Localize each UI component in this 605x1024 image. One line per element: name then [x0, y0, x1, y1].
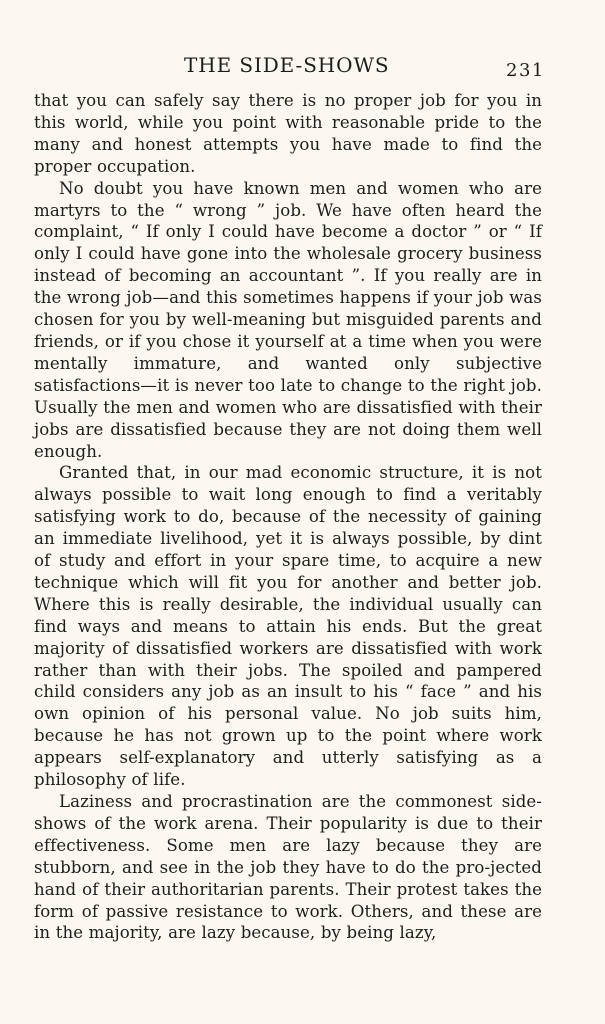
page-body-text — [34, 90, 542, 944]
paragraph-continued: that you can safely say there is no proper job for you in this world, while you point with reasonable pride to the many and honest attempts you have made to find the proper occupation. — [34, 91, 542, 176]
paragraph-laziness: Laziness and procrastination are the commonest side-shows of the work arena. Their popularity is due to their effectiveness. Some men are lazy because they are stubborn, and see in the job they have to do the pro-jected hand of their authoritarian parents. Their protest takes the form of passive resistance to work. Others, and these are in the majority, are lazy because, by being lazy, — [34, 792, 542, 943]
running-header — [0, 52, 605, 82]
page-number: 231 — [506, 60, 545, 81]
paragraph-wrong-job: No doubt you have known men and women who are martyrs to the “ wrong ” job. We have often heard the complaint, “ If only I could have become a doctor ” or “ If only I could have gone into the wholesale grocery business instead of becoming an accountant ”. If you really are in the wrong job—and this sometimes happens if your job was chosen for you by well-meaning but misguided parents and friends, or if you chose it yourself at a time when you were mentally immature, and wanted only subjective satisfactions—it is never too late to change to the right job. Usually the men and women who are dissatisfied with their jobs are dissatisfied because they are not doing them well enough. — [34, 178, 542, 461]
paragraph-economic-structure: Granted that, in our mad economic structure, it is not always possible to wait long enough to find a veritably satisfying work to do, because of the necessity of gaining an immediate livelihood, yet it is always possible, by dint of study and effort in your spare time, to acquire a new technique which will fit you for another and better job. Where this is really desirable, the individual usually can find ways and means to attain his ends. But the great majority of dissatisfied workers are dissatisfied with work rather than with their jobs. The spoiled and pampered child considers any job as an insult to his “ face ” and his own opinion of his personal value. No job suits him, because he has not grown up to the point where work appears self-explanatory and utterly satisfying as a philosophy of life. — [34, 463, 542, 790]
chapter-running-title: THE SIDE-SHOWS — [184, 53, 390, 77]
